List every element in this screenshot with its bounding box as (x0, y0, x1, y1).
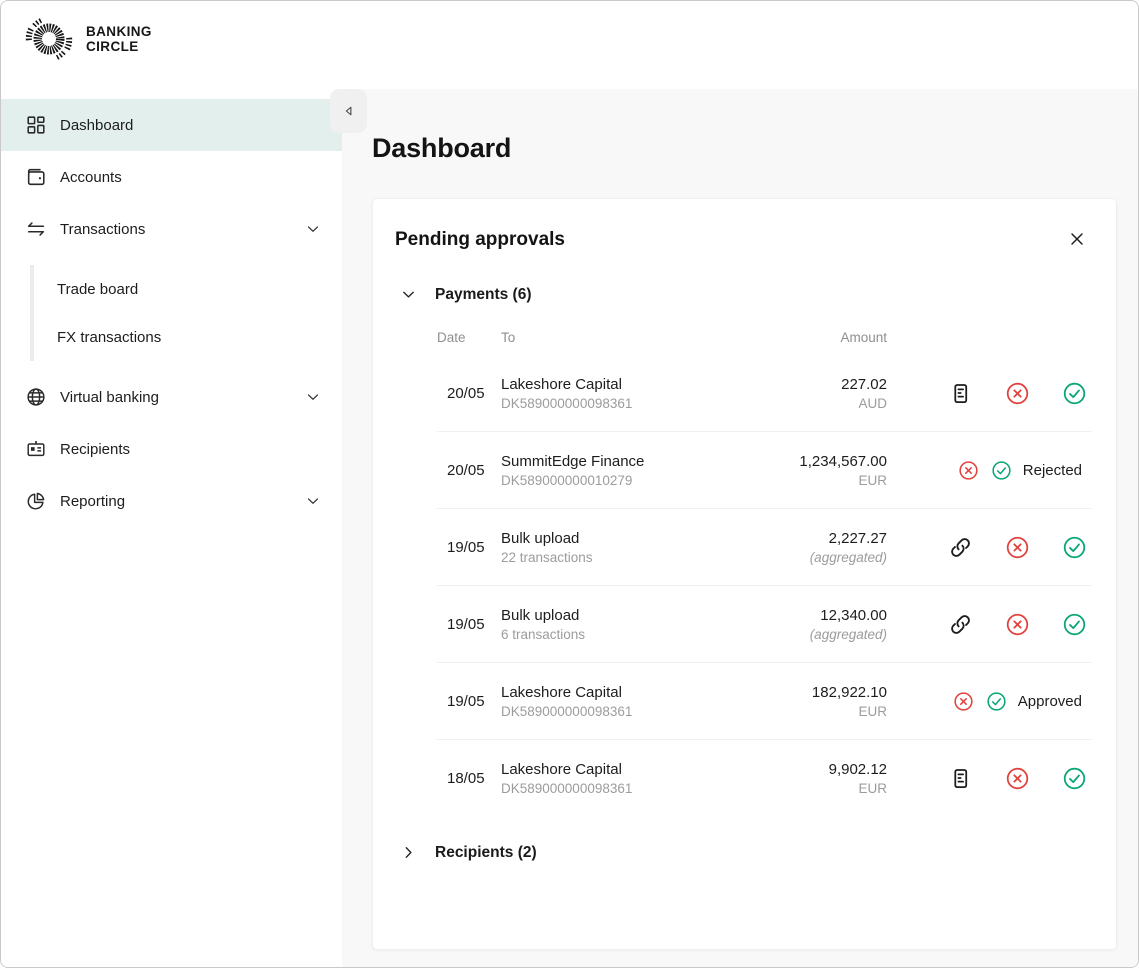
payment-actions (887, 765, 1096, 792)
payment-recipient-name: Lakeshore Capital (501, 761, 622, 778)
banking-circle-sunburst-icon (25, 15, 73, 63)
approved-status-icon (990, 459, 1013, 482)
approved-status-icon (985, 690, 1008, 713)
payment-recipient (501, 453, 769, 488)
main-content (342, 89, 1138, 967)
dashboard-grid-icon (25, 114, 47, 136)
payment-amount (769, 607, 887, 642)
payment-details-button[interactable] (947, 765, 974, 792)
payment-amount-value: 1,234,567.00 (799, 452, 887, 470)
sidebar-item-label: FX transactions (57, 328, 162, 346)
transfer-arrows-icon (25, 218, 47, 240)
payment-amount (769, 761, 887, 796)
main-area (342, 1, 1138, 967)
payments-section-toggle[interactable] (373, 259, 1116, 308)
sidebar-item-label: Recipients (60, 440, 131, 458)
sidebar-item-recipients[interactable] (1, 423, 342, 475)
sidebar-nav (1, 99, 342, 527)
payment-recipient (501, 607, 769, 642)
sidebar-item-label: Reporting (60, 492, 126, 510)
payment-recipient-detail: DK589000000098361 (501, 703, 633, 719)
sidebar-item-virtual-banking[interactable] (1, 371, 342, 423)
payment-recipient-name: Lakeshore Capital (501, 375, 622, 393)
sidebar-item-transactions[interactable] (1, 203, 342, 255)
sidebar-item-reporting[interactable] (1, 475, 342, 527)
payment-row (437, 740, 1092, 817)
payment-date: 19/05 (447, 615, 485, 633)
payment-amount-currency: AUD (858, 395, 887, 411)
sidebar-item-fx-transactions[interactable] (34, 313, 342, 361)
payment-date: 20/05 (447, 461, 485, 479)
approve-button[interactable] (1061, 534, 1088, 561)
reject-circle-x-icon (1004, 534, 1031, 561)
approve-circle-check-icon (1061, 765, 1088, 792)
approve-circle-check-icon (1061, 611, 1088, 638)
payment-amount-currency: (aggregated) (809, 626, 887, 642)
payment-date: 19/05 (447, 692, 485, 710)
reject-button[interactable] (1004, 765, 1031, 792)
status-label: Approved (1017, 692, 1082, 710)
reject-button[interactable] (1004, 380, 1031, 407)
payment-amount-value: 227.02 (841, 375, 887, 393)
payment-row (437, 663, 1092, 740)
payment-amount (769, 376, 887, 411)
close-button[interactable] (1064, 227, 1090, 253)
sidebar-item-label: Dashboard (60, 116, 134, 134)
payment-recipient-name: Lakeshore Capital (501, 683, 622, 701)
sidebar (1, 1, 342, 967)
payment-recipient-detail: DK589000000010279 (501, 472, 633, 488)
page-title: Dashboard (372, 133, 512, 163)
link-icon (948, 535, 973, 560)
payment-actions (887, 690, 1096, 713)
sidebar-item-dashboard[interactable] (1, 99, 342, 151)
payment-link-button[interactable] (947, 611, 974, 638)
sidebar-collapse-button[interactable] (330, 89, 367, 133)
recipients-section-label: Recipients (2) (435, 843, 537, 861)
payment-actions (887, 534, 1096, 561)
approve-button[interactable] (1061, 765, 1088, 792)
approve-circle-check-icon (1061, 380, 1088, 407)
payments-table-body (437, 355, 1092, 817)
chevron-down-icon (304, 220, 322, 238)
brand-logo (1, 1, 342, 63)
payment-amount (769, 530, 887, 565)
wallet-icon (25, 166, 47, 188)
approve-button[interactable] (1061, 380, 1088, 407)
sidebar-item-accounts[interactable] (1, 151, 342, 203)
payment-recipient-detail: 6 transactions (501, 626, 586, 642)
brand-name (86, 24, 152, 54)
payment-amount-value: 2,227.27 (828, 529, 887, 547)
chevron-down-icon (304, 388, 322, 406)
reject-circle-x-icon (1004, 380, 1031, 407)
document-details-icon (948, 766, 973, 791)
payment-actions (887, 459, 1096, 482)
payment-recipient (501, 684, 769, 719)
payment-amount (769, 453, 887, 488)
payment-row (437, 509, 1092, 586)
approve-button[interactable] (1061, 611, 1088, 638)
reject-circle-x-icon (1004, 765, 1031, 792)
payment-amount-currency: EUR (858, 781, 887, 796)
payment-amount-value: 182,922.10 (811, 683, 887, 701)
payments-section-label: Payments (6) (435, 285, 532, 303)
brand-name-line1: BANKING (86, 23, 152, 39)
payment-date: 19/05 (447, 538, 485, 556)
collapse-arrow-icon (340, 102, 358, 120)
payment-row (437, 586, 1092, 663)
payment-recipient-name: Bulk upload (501, 529, 580, 547)
payment-recipient-detail: 22 transactions (501, 549, 593, 565)
reject-button[interactable] (1004, 534, 1031, 561)
status-badge (952, 690, 1088, 713)
pie-chart-icon (25, 490, 47, 512)
status-label: Rejected (1022, 461, 1082, 479)
reject-button[interactable] (1004, 611, 1031, 638)
column-header-amount: Amount (840, 330, 887, 345)
column-header-to: To (501, 330, 516, 345)
document-details-icon (948, 381, 973, 406)
payment-recipient (501, 761, 769, 796)
payment-recipient-detail: DK589000000098361 (501, 781, 633, 796)
payment-amount-currency: EUR (858, 472, 887, 488)
approve-circle-check-icon (1061, 534, 1088, 561)
id-badge-icon (25, 438, 47, 460)
payment-recipient-detail: DK589000000098361 (501, 395, 633, 411)
chevron-down-icon (399, 285, 418, 304)
card-header (373, 199, 1116, 259)
link-icon (948, 612, 973, 637)
chevron-down-icon (304, 492, 322, 510)
recipients-section-toggle[interactable] (373, 817, 1116, 866)
pending-approvals-card (372, 198, 1117, 950)
close-icon (1067, 229, 1087, 249)
payment-date: 18/05 (447, 770, 485, 787)
payment-amount-value: 9,902.12 (828, 761, 887, 778)
rejected-status-icon (952, 690, 975, 713)
payment-row (437, 355, 1092, 432)
sidebar-item-label: Virtual banking (60, 388, 159, 406)
payment-amount-currency: EUR (858, 703, 887, 719)
rejected-status-icon (957, 459, 980, 482)
payment-link-button[interactable] (947, 534, 974, 561)
payment-recipient-name: Bulk upload (501, 606, 580, 624)
globe-icon (25, 386, 47, 408)
transactions-subnav (30, 265, 342, 361)
reject-circle-x-icon (1004, 611, 1031, 638)
brand-name-line2: CIRCLE (86, 39, 139, 54)
payment-recipient-name: SummitEdge Finance (501, 452, 645, 470)
chevron-right-icon (399, 843, 418, 862)
sidebar-item-label: Trade board (57, 280, 139, 298)
sidebar-item-label: Transactions (60, 220, 146, 238)
status-badge (957, 459, 1088, 482)
sidebar-item-trade-board[interactable] (34, 265, 342, 313)
payment-actions (887, 611, 1096, 638)
payment-amount (769, 684, 887, 719)
payment-amount-currency: (aggregated) (809, 549, 887, 565)
payments-table-header (437, 308, 1092, 355)
payment-row (437, 432, 1092, 509)
payment-recipient (501, 376, 769, 411)
sidebar-item-label: Accounts (60, 168, 122, 186)
payment-details-button[interactable] (947, 380, 974, 407)
card-title: Pending approvals (395, 229, 565, 250)
payment-date: 20/05 (447, 384, 485, 402)
column-header-date: Date (437, 330, 466, 345)
payment-actions (887, 380, 1096, 407)
payments-table (437, 308, 1092, 817)
payment-recipient (501, 530, 769, 565)
payment-amount-value: 12,340.00 (820, 606, 887, 624)
